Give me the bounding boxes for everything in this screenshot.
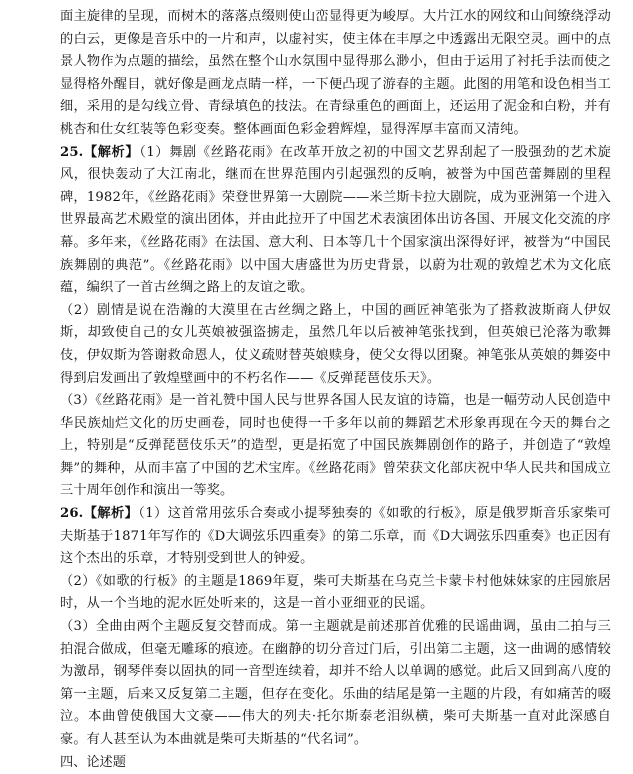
paragraph-text: （1）舞剧《丝路花雨》在改革开放之初的中国文艺界刮起了一股强劲的艺术旋风，很快轰动了大江南北，继而在世界范围内引起强烈的反响，被誉为中国芭蕾舞剧的里程碑，1982年，《丝路花雨》荣登世界第一大剧院——米兰斯卡拉大剧院，成为亚洲第一个进入世界最高艺术殿堂的演出团体，并由此拉开了中国艺术表演团体出访各国、开展文化交流的序幕。多年来，《丝路花雨》在法国、意大利、日本等几十个国家演出深得好评，被誉为“中国民族舞剧的典范”。《丝路花雨》以中国大唐盛世为历史背景，以蔚为壮观的敦煌艺术为文化底蕴，编织了一首古丝绸之路上的友谊之歌。 [60,144,611,296]
answer-label-26: 26.【解析】 [60,506,139,522]
paragraph-text: （2）剧情是说在浩瀚的大漠里在古丝绸之路上，中国的画匠神笔张为了搭救波斯商人伊奴斯，却致使自己的女儿英娘被强盗掳走，虽然几年以后被神笔张找到，但英娘已沦落为歌舞伎，伊奴斯为答谢救命恩人，仗义疏财替英娘赎身，使父女得以团聚。神笔张从英娘的舞姿中得到启发画出了敦煌壁画中的不朽名作——《反弹琵琶伎乐天》。 [60,302,611,386]
paragraph-answer-26-part-1 [60,503,611,571]
paragraph-answer-25-part-1 [60,142,611,300]
paragraph-text: （3）全曲由两个主题反复交替而成。第一主题就是前述那首优雅的民谣曲调，虽由二拍与三拍混合做成，但毫无雕琢的痕迹。在幽静的切分音过门后，引出第二主题，这一曲调的感情较为激昂，钢琴伴奏以固执的同一音型连续着，却并不给人以单调的感觉。此后又回到高八度的第一主题，后来又反复第二主题，但存在变化。乐曲的结尾是第一主题的片段，有如痛苦的啜泣。本曲曾使俄国大文豪——伟大的列夫·托尔斯泰老泪纵横，柴可夫斯基一直对此深感自豪。有人甚至认为本曲就是柴可夫斯基的“代名词”。 [60,619,611,747]
paragraph-text: （2）《如歌的行板》的主题是1869年夏，柴可夫斯基在乌克兰卡蒙卡村他妹妹家的庄园旅居时，从一个当地的泥水匠处听来的，这是一首小亚细亚的民谣。 [60,573,611,612]
section-heading: 四、论述题 [60,754,126,770]
paragraph-answer-25-part-3 [60,390,611,503]
paragraph-text: （3）《丝路花雨》是一首礼赞中国人民与世界各国人民友谊的诗篇，也是一幅劳动人民创造中华民族灿烂文化的历史画卷，同时也使得一千多年以前的舞蹈艺术形象再现在今天的舞台之上，特别是“反弹琵琶伎乐天”的造型，更是拓宽了中国民族舞剧创作的路子，并创造了“敦煌舞”的舞种，从而丰富了中国的艺术宝库。《丝路花雨》曾荣获文化部庆祝中华人民共和国成立三十周年创作和演出一等奖。 [60,393,611,499]
answer-label-25: 25.【解析】 [60,144,140,160]
paragraph-continuation [60,6,611,142]
paragraph-text: （1）这首常用弦乐合奏或小提琴独奏的《如歌的行板》，原是俄罗斯音乐家柴可夫斯基于1871年写作的《D大调弦乐四重奏》的第二乐章，而《D大调弦乐四重奏》也正因有这个杰出的乐章，才特别受到世人的钟爱。 [60,506,611,567]
paragraph-answer-26-part-3 [60,616,611,752]
paragraph-answer-25-part-2 [60,300,611,390]
paragraph-answer-26-part-2 [60,571,611,616]
paragraph-text: 面主旋律的呈现，而树木的落落点缀则使山峦显得更为峻厚。大片江水的网纹和山间缭绕浮动的白云，更像是音乐中的一片和声，以虚衬实，使主体在丰厚之中透露出无限空灵。画中的点景人物作为点题的描绘，虽然在整个山水氛围中显得那么渺小，但由于运用了衬托手法而使之显得格外醒目，就好像是画龙点睛一样，一下便凸现了游春的主题。此图的用笔和设色相当工细，采用的是勾线立骨、青绿填色的技法。在青绿重色的画面上，还运用了泥金和白粉，并有桃杏和仕女红装等色彩变奏。整体画面色彩金碧辉煌，显得浑厚丰富而又清纯。 [60,9,611,137]
